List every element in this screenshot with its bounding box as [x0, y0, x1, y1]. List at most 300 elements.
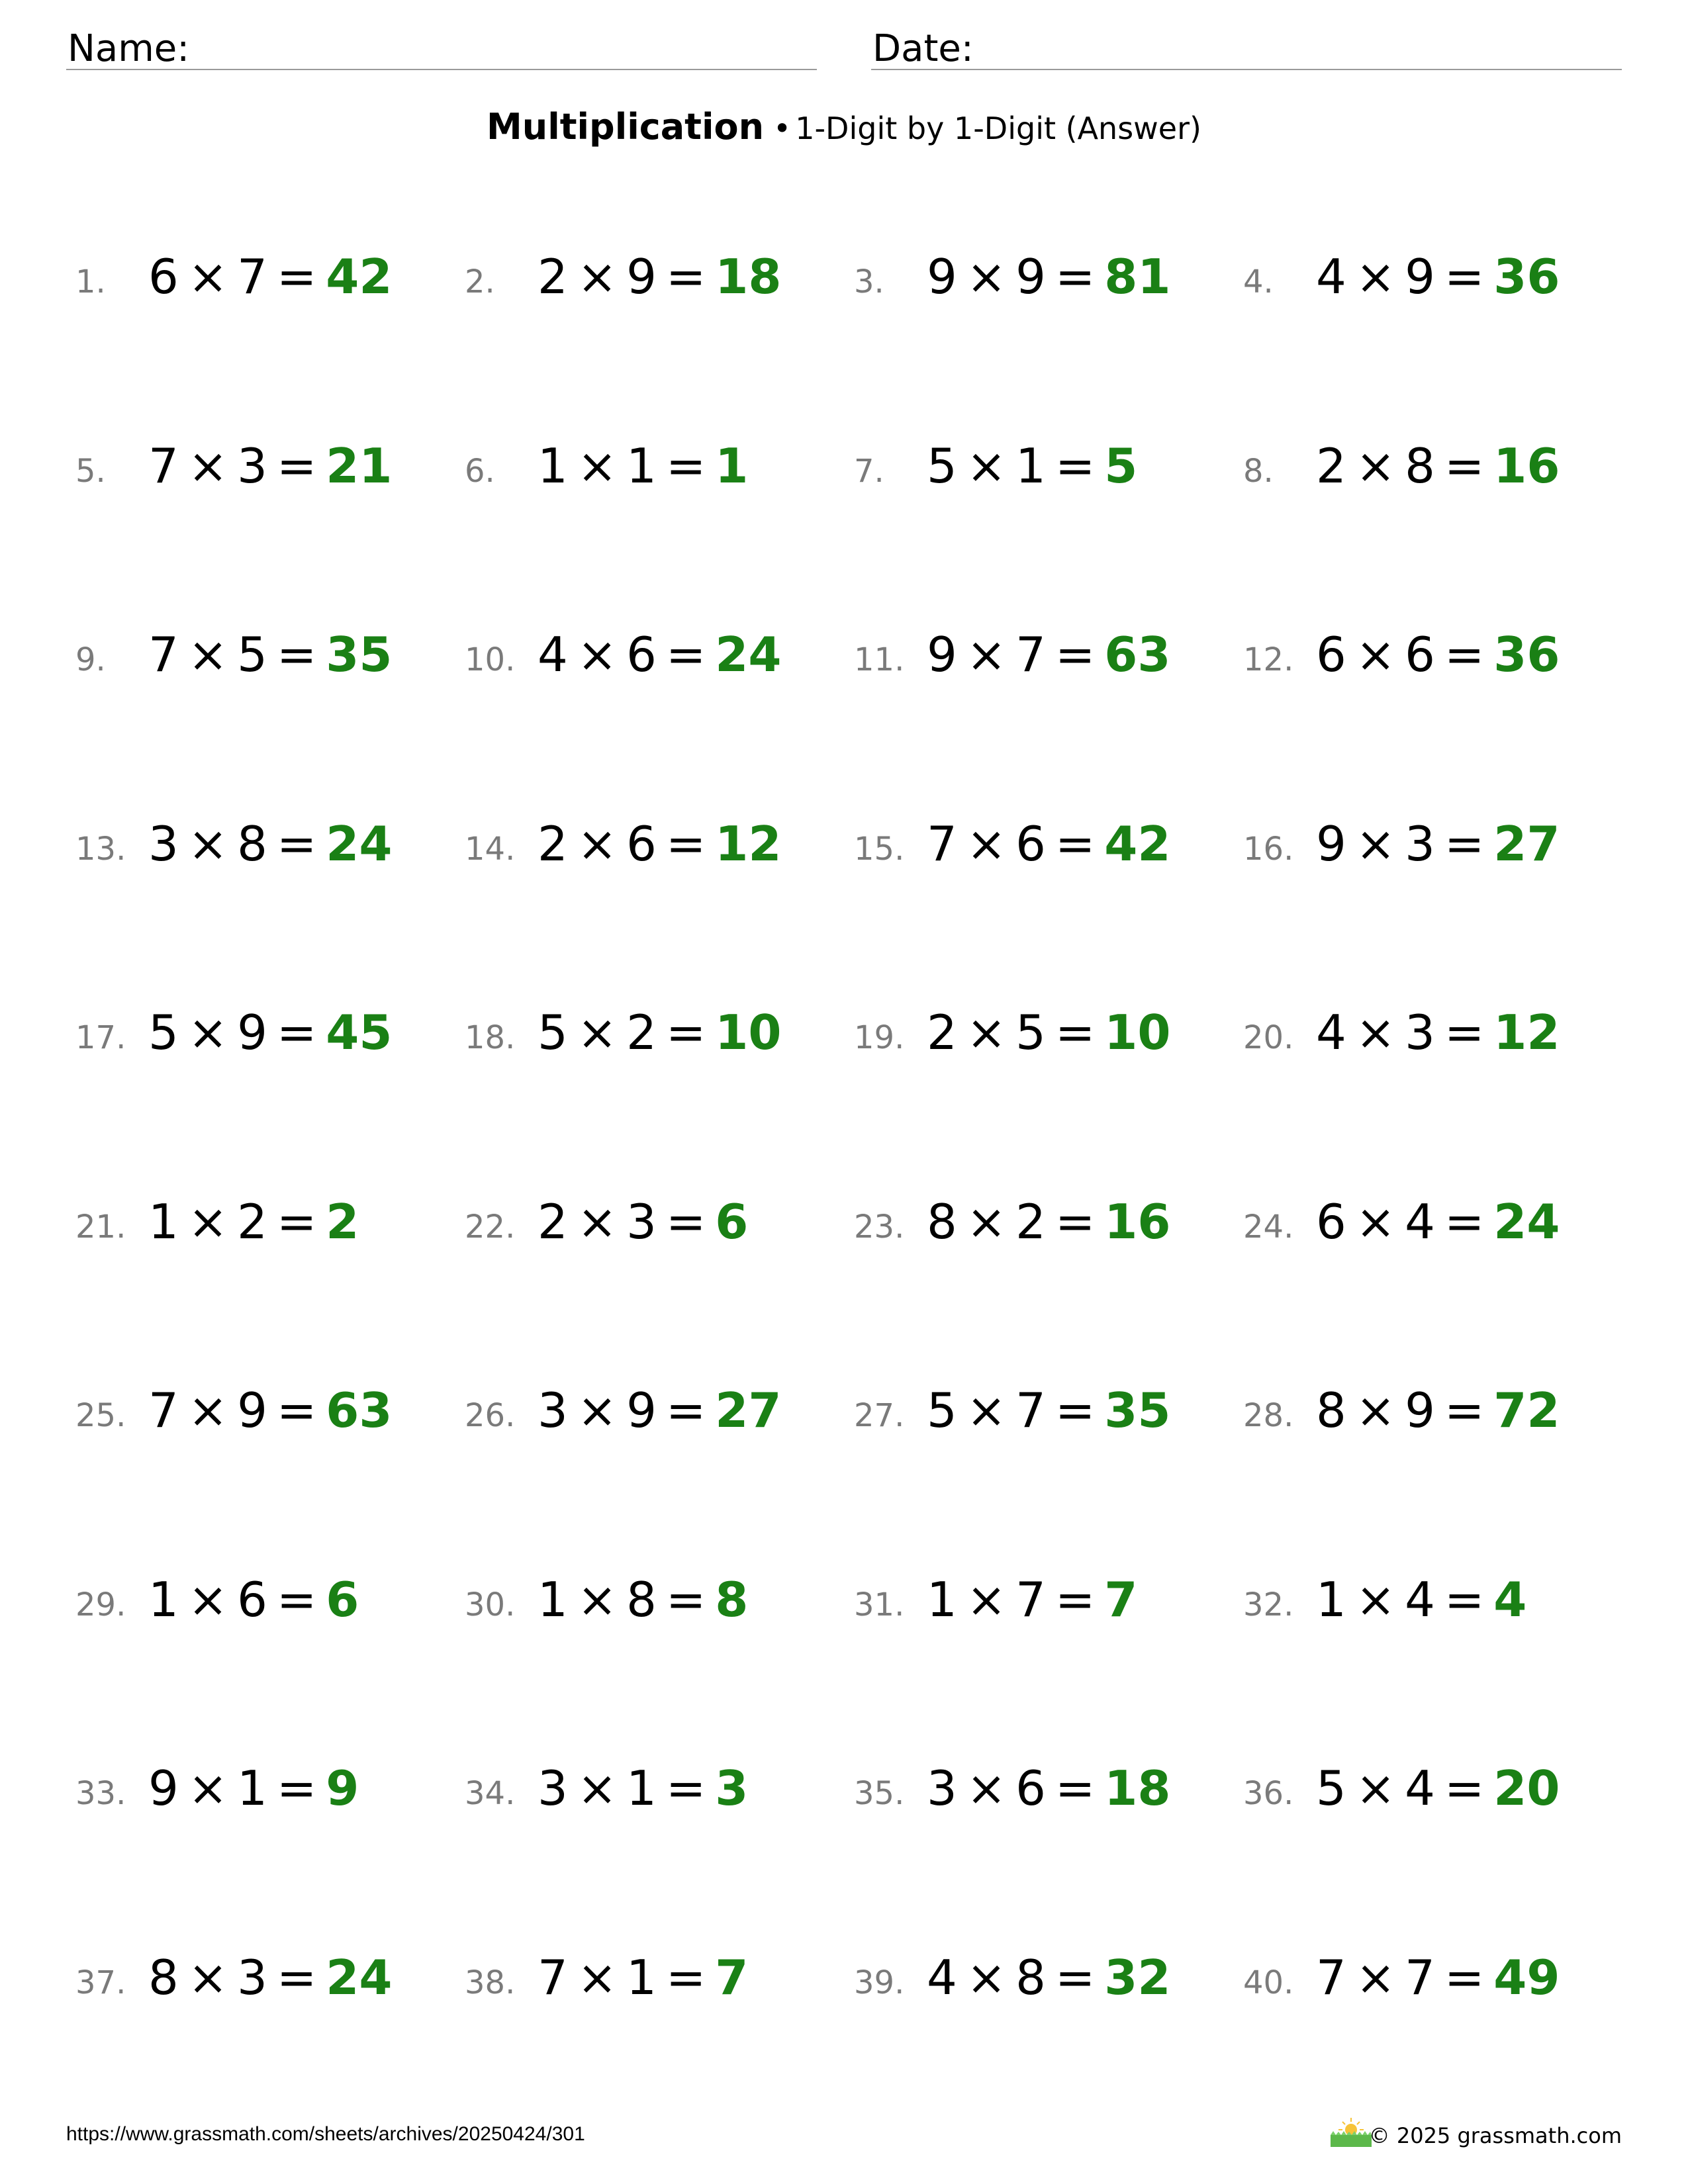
times-symbol: ×: [966, 1571, 1007, 1627]
problem-equation: [538, 249, 782, 304]
problem-equation: [1316, 1193, 1560, 1250]
sun-over-grass-icon: [1329, 2115, 1373, 2148]
problem-number: 10.: [465, 641, 516, 678]
answer: 16: [1104, 1193, 1171, 1250]
name-label: Name:: [68, 27, 190, 70]
problem-equation: [538, 1193, 749, 1250]
answer: 63: [326, 1383, 393, 1438]
answer: 2: [326, 1193, 359, 1250]
problem-equation: [1316, 1383, 1560, 1438]
problem-item: [1243, 1946, 1614, 2012]
answer: 35: [326, 627, 393, 682]
equals-symbol: =: [1444, 627, 1485, 682]
equals-symbol: =: [665, 1571, 706, 1627]
times-symbol: ×: [966, 1949, 1007, 2005]
problem-number: 14.: [465, 830, 516, 868]
answer: 7: [1104, 1571, 1138, 1627]
factor-b: 3: [626, 1193, 657, 1250]
factor-a: 4: [1316, 1005, 1346, 1060]
problem-equation: [927, 249, 1171, 304]
factor-b: 2: [626, 1005, 657, 1060]
factor-b: 8: [1405, 437, 1435, 494]
problem-equation: [1316, 815, 1560, 872]
answer: 9: [326, 1760, 359, 1816]
problem-equation: [1316, 1571, 1527, 1627]
problem-equation: [148, 1193, 359, 1250]
factor-b: 1: [626, 1949, 657, 2005]
times-symbol: ×: [966, 1193, 1007, 1250]
problem-equation: [538, 1760, 749, 1816]
problem-item: [1243, 1379, 1614, 1445]
times-symbol: ×: [187, 1193, 228, 1250]
problem-item: [465, 623, 835, 689]
problem-item: [854, 1190, 1225, 1256]
equals-symbol: =: [1444, 1193, 1485, 1250]
problem-equation: [148, 627, 393, 682]
equals-symbol: =: [276, 1760, 317, 1816]
times-symbol: ×: [966, 249, 1007, 304]
date-label: Date:: [872, 27, 974, 70]
problem-equation: [1316, 627, 1560, 682]
factor-b: 1: [626, 437, 657, 494]
answer: 10: [1104, 1005, 1171, 1060]
problem-item: [1243, 1190, 1614, 1256]
factor-a: 6: [1316, 627, 1346, 682]
factor-b: 8: [1015, 1949, 1046, 2005]
factor-a: 5: [927, 1383, 957, 1438]
times-symbol: ×: [187, 815, 228, 872]
problem-item: [1243, 812, 1614, 878]
footer-url-link[interactable]: https://www.grassmath.com/sheets/archives/20250424/301: [66, 2123, 585, 2145]
factor-a: 4: [538, 627, 568, 682]
problem-item: [854, 623, 1225, 689]
times-symbol: ×: [577, 249, 618, 304]
times-symbol: ×: [577, 1005, 618, 1060]
answer: 12: [715, 815, 782, 872]
problem-number: 34.: [465, 1775, 516, 1812]
times-symbol: ×: [966, 815, 1007, 872]
factor-a: 7: [1316, 1949, 1346, 2005]
factor-b: 1: [237, 1760, 267, 1816]
name-field[interactable]: [66, 24, 817, 70]
problem-number: 26.: [465, 1397, 516, 1434]
times-symbol: ×: [966, 1760, 1007, 1816]
equals-symbol: =: [276, 437, 317, 494]
problem-item: [465, 812, 835, 878]
equals-symbol: =: [1444, 1571, 1485, 1627]
factor-a: 1: [538, 437, 568, 494]
factor-a: 2: [538, 249, 568, 304]
answer: 10: [715, 1005, 782, 1060]
factor-b: 3: [237, 437, 267, 494]
times-symbol: ×: [577, 1949, 618, 2005]
times-symbol: ×: [966, 1383, 1007, 1438]
equals-symbol: =: [665, 1193, 706, 1250]
equals-symbol: =: [276, 815, 317, 872]
factor-b: 6: [237, 1571, 267, 1627]
times-symbol: ×: [187, 437, 228, 494]
answer: 45: [326, 1005, 393, 1060]
problem-item: [1243, 245, 1614, 311]
problem-item: [465, 1568, 835, 1634]
factor-a: 9: [927, 249, 957, 304]
problem-equation: [148, 437, 393, 494]
answer: 63: [1104, 627, 1171, 682]
footer-copyright: © 2025 grassmath.com: [1368, 2123, 1622, 2148]
equals-symbol: =: [1444, 815, 1485, 872]
times-symbol: ×: [1355, 815, 1396, 872]
answer: 49: [1493, 1949, 1560, 2005]
answer: 8: [715, 1571, 749, 1627]
factor-a: 1: [148, 1193, 179, 1250]
problem-item: [75, 1756, 446, 1823]
equals-symbol: =: [276, 1005, 317, 1060]
answer: 27: [1493, 815, 1560, 872]
factor-a: 3: [927, 1760, 957, 1816]
problem-item: [465, 1756, 835, 1823]
problem-item: [465, 1379, 835, 1445]
problem-equation: [538, 1949, 749, 2005]
problem-number: 23.: [854, 1208, 905, 1246]
equals-symbol: =: [1444, 1005, 1485, 1060]
times-symbol: ×: [577, 1760, 618, 1816]
answer: 24: [1493, 1193, 1560, 1250]
times-symbol: ×: [577, 815, 618, 872]
factor-b: 6: [1015, 1760, 1046, 1816]
problem-number: 33.: [75, 1775, 126, 1812]
problem-equation: [927, 1949, 1171, 2005]
problem-number: 30.: [465, 1586, 516, 1623]
times-symbol: ×: [966, 437, 1007, 494]
factor-b: 9: [626, 1383, 657, 1438]
times-symbol: ×: [577, 627, 618, 682]
problem-item: [1243, 1756, 1614, 1823]
times-symbol: ×: [1355, 1760, 1396, 1816]
factor-a: 5: [538, 1005, 568, 1060]
times-symbol: ×: [187, 1760, 228, 1816]
problem-number: 37.: [75, 1964, 126, 2001]
problem-number: 13.: [75, 830, 126, 868]
answer: 18: [715, 249, 782, 304]
factor-a: 6: [148, 249, 179, 304]
problem-number: 16.: [1243, 830, 1294, 868]
factor-b: 9: [1405, 249, 1435, 304]
problem-item: [465, 245, 835, 311]
problem-number: 17.: [75, 1019, 126, 1056]
times-symbol: ×: [966, 1005, 1007, 1060]
factor-b: 8: [237, 815, 267, 872]
answer: 21: [326, 437, 393, 494]
factor-a: 3: [538, 1760, 568, 1816]
answer: 36: [1493, 249, 1560, 304]
equals-symbol: =: [665, 1383, 706, 1438]
problem-equation: [538, 1383, 782, 1438]
problem-item: [75, 1568, 446, 1634]
problem-number: 3.: [854, 263, 884, 300]
factor-b: 7: [1015, 1383, 1046, 1438]
factor-b: 3: [237, 1949, 267, 2005]
times-symbol: ×: [577, 1193, 618, 1250]
factor-a: 2: [538, 1193, 568, 1250]
answer: 36: [1493, 627, 1560, 682]
factor-b: 6: [626, 627, 657, 682]
problem-equation: [148, 1571, 359, 1627]
problem-number: 4.: [1243, 263, 1274, 300]
answer: 42: [326, 249, 393, 304]
factor-b: 1: [1015, 437, 1046, 494]
problem-equation: [148, 1949, 393, 2005]
problem-number: 25.: [75, 1397, 126, 1434]
problem-item: [854, 1946, 1225, 2012]
problem-equation: [927, 1760, 1171, 1816]
problem-equation: [927, 1005, 1171, 1060]
times-symbol: ×: [577, 1383, 618, 1438]
problem-equation: [148, 1383, 393, 1438]
problem-number: 39.: [854, 1964, 905, 2001]
equals-symbol: =: [665, 1760, 706, 1816]
answer: 35: [1104, 1383, 1171, 1438]
problem-item: [1243, 1568, 1614, 1634]
problem-equation: [1316, 1005, 1560, 1060]
equals-symbol: =: [1055, 249, 1096, 304]
times-symbol: ×: [187, 1383, 228, 1438]
factor-b: 2: [1015, 1193, 1046, 1250]
answer: 20: [1493, 1760, 1560, 1816]
times-symbol: ×: [1355, 1383, 1396, 1438]
factor-a: 5: [927, 437, 957, 494]
problem-item: [75, 1946, 446, 2012]
problem-item: [75, 623, 446, 689]
answer: 72: [1493, 1383, 1560, 1438]
problem-equation: [927, 815, 1171, 872]
factor-b: 9: [626, 249, 657, 304]
factor-a: 8: [148, 1949, 179, 2005]
equals-symbol: =: [1055, 1383, 1096, 1438]
factor-b: 9: [237, 1005, 267, 1060]
equals-symbol: =: [1055, 1949, 1096, 2005]
equals-symbol: =: [1444, 437, 1485, 494]
problem-equation: [148, 249, 393, 304]
problem-item: [75, 434, 446, 500]
factor-a: 3: [148, 815, 179, 872]
factor-a: 1: [1316, 1571, 1346, 1627]
problem-number: 19.: [854, 1019, 905, 1056]
answer: 32: [1104, 1949, 1171, 2005]
title-subtitle: 1-Digit by 1-Digit (Answer): [795, 111, 1201, 146]
equals-symbol: =: [665, 249, 706, 304]
factor-a: 1: [927, 1571, 957, 1627]
factor-a: 9: [148, 1760, 179, 1816]
factor-a: 7: [148, 1383, 179, 1438]
problem-number: 12.: [1243, 641, 1294, 678]
equals-symbol: =: [1055, 815, 1096, 872]
factor-a: 1: [148, 1571, 179, 1627]
times-symbol: ×: [1355, 1193, 1396, 1250]
equals-symbol: =: [276, 1571, 317, 1627]
factor-a: 4: [927, 1949, 957, 2005]
equals-symbol: =: [276, 627, 317, 682]
problem-equation: [927, 627, 1171, 682]
problem-item: [75, 1190, 446, 1256]
problem-item: [75, 1001, 446, 1067]
answer: 5: [1104, 437, 1138, 494]
problem-number: 6.: [465, 452, 495, 490]
factor-a: 4: [1316, 249, 1346, 304]
problem-number: 38.: [465, 1964, 516, 2001]
page-title: [0, 106, 1688, 148]
factor-b: 7: [1015, 627, 1046, 682]
problem-number: 20.: [1243, 1019, 1294, 1056]
problem-equation: [538, 1571, 749, 1627]
factor-b: 7: [1015, 1571, 1046, 1627]
problem-item: [75, 812, 446, 878]
factor-a: 1: [538, 1571, 568, 1627]
problem-equation: [148, 1760, 359, 1816]
problem-number: 22.: [465, 1208, 516, 1246]
problem-equation: [538, 627, 782, 682]
problem-item: [1243, 434, 1614, 500]
answer: 81: [1104, 249, 1171, 304]
problem-item: [465, 1190, 835, 1256]
times-symbol: ×: [1355, 1949, 1396, 2005]
times-symbol: ×: [187, 1005, 228, 1060]
problem-number: 40.: [1243, 1964, 1294, 2001]
factor-a: 7: [148, 437, 179, 494]
times-symbol: ×: [187, 249, 228, 304]
problem-item: [854, 245, 1225, 311]
equals-symbol: =: [665, 1005, 706, 1060]
answer: 16: [1493, 437, 1560, 494]
problem-item: [465, 1001, 835, 1067]
problem-item: [465, 1946, 835, 2012]
problem-item: [854, 1001, 1225, 1067]
problem-number: 35.: [854, 1775, 905, 1812]
equals-symbol: =: [665, 627, 706, 682]
equals-symbol: =: [276, 1383, 317, 1438]
answer: 24: [326, 815, 393, 872]
problem-equation: [148, 815, 393, 872]
times-symbol: ×: [1355, 249, 1396, 304]
times-symbol: ×: [187, 1949, 228, 2005]
factor-b: 6: [1015, 815, 1046, 872]
factor-b: 5: [1015, 1005, 1046, 1060]
problem-equation: [538, 437, 749, 494]
factor-a: 7: [148, 627, 179, 682]
problem-equation: [927, 437, 1138, 494]
answer: 27: [715, 1383, 782, 1438]
factor-b: 6: [626, 815, 657, 872]
problem-equation: [1316, 249, 1560, 304]
equals-symbol: =: [1444, 1760, 1485, 1816]
equals-symbol: =: [1055, 437, 1096, 494]
times-symbol: ×: [577, 1571, 618, 1627]
factor-b: 2: [237, 1193, 267, 1250]
problem-number: 11.: [854, 641, 905, 678]
title-main: Multiplication: [487, 106, 765, 148]
problem-number: 32.: [1243, 1586, 1294, 1623]
factor-b: 7: [1405, 1949, 1435, 2005]
factor-a: 7: [927, 815, 957, 872]
factor-b: 6: [1405, 627, 1435, 682]
problem-equation: [1316, 1760, 1560, 1816]
factor-b: 1: [626, 1760, 657, 1816]
equals-symbol: =: [1444, 1383, 1485, 1438]
answer: 12: [1493, 1005, 1560, 1060]
times-symbol: ×: [187, 1571, 228, 1627]
equals-symbol: =: [1055, 1571, 1096, 1627]
problem-equation: [538, 1005, 782, 1060]
times-symbol: ×: [577, 437, 618, 494]
times-symbol: ×: [1355, 437, 1396, 494]
factor-a: 7: [538, 1949, 568, 2005]
problem-item: [75, 1379, 446, 1445]
answer: 24: [326, 1949, 393, 2005]
factor-b: 9: [1015, 249, 1046, 304]
problem-item: [854, 812, 1225, 878]
problem-item: [854, 1756, 1225, 1823]
factor-b: 3: [1405, 1005, 1435, 1060]
answer: 6: [715, 1193, 749, 1250]
problem-item: [854, 434, 1225, 500]
factor-b: 4: [1405, 1760, 1435, 1816]
answer: 24: [715, 627, 782, 682]
answer: 18: [1104, 1760, 1171, 1816]
problem-item: [1243, 623, 1614, 689]
times-symbol: ×: [1355, 1571, 1396, 1627]
factor-a: 2: [538, 815, 568, 872]
equals-symbol: =: [1055, 1760, 1096, 1816]
problem-equation: [1316, 437, 1560, 494]
times-symbol: ×: [966, 627, 1007, 682]
equals-symbol: =: [665, 437, 706, 494]
problem-equation: [148, 1005, 393, 1060]
times-symbol: ×: [187, 627, 228, 682]
equals-symbol: =: [1055, 1005, 1096, 1060]
factor-b: 7: [237, 249, 267, 304]
factor-a: 8: [927, 1193, 957, 1250]
problem-number: 8.: [1243, 452, 1274, 490]
title-bullet: •: [773, 111, 792, 146]
problem-item: [1243, 1001, 1614, 1067]
problem-item: [465, 434, 835, 500]
problem-number: 18.: [465, 1019, 516, 1056]
problem-item: [854, 1379, 1225, 1445]
answer: 3: [715, 1760, 749, 1816]
problem-equation: [538, 815, 782, 872]
problem-equation: [927, 1571, 1138, 1627]
factor-b: 9: [1405, 1383, 1435, 1438]
answer: 42: [1104, 815, 1171, 872]
problem-number: 24.: [1243, 1208, 1294, 1246]
date-field[interactable]: [871, 24, 1622, 70]
factor-a: 2: [1316, 437, 1346, 494]
problem-number: 36.: [1243, 1775, 1294, 1812]
problem-number: 21.: [75, 1208, 126, 1246]
factor-b: 4: [1405, 1571, 1435, 1627]
problem-number: 27.: [854, 1397, 905, 1434]
problem-equation: [927, 1383, 1171, 1438]
problem-item: [854, 1568, 1225, 1634]
problem-number: 5.: [75, 452, 106, 490]
problem-number: 7.: [854, 452, 884, 490]
factor-a: 8: [1316, 1383, 1346, 1438]
factor-b: 3: [1405, 815, 1435, 872]
equals-symbol: =: [665, 1949, 706, 2005]
factor-a: 9: [927, 627, 957, 682]
factor-a: 2: [927, 1005, 957, 1060]
times-symbol: ×: [1355, 1005, 1396, 1060]
problem-number: 28.: [1243, 1397, 1294, 1434]
